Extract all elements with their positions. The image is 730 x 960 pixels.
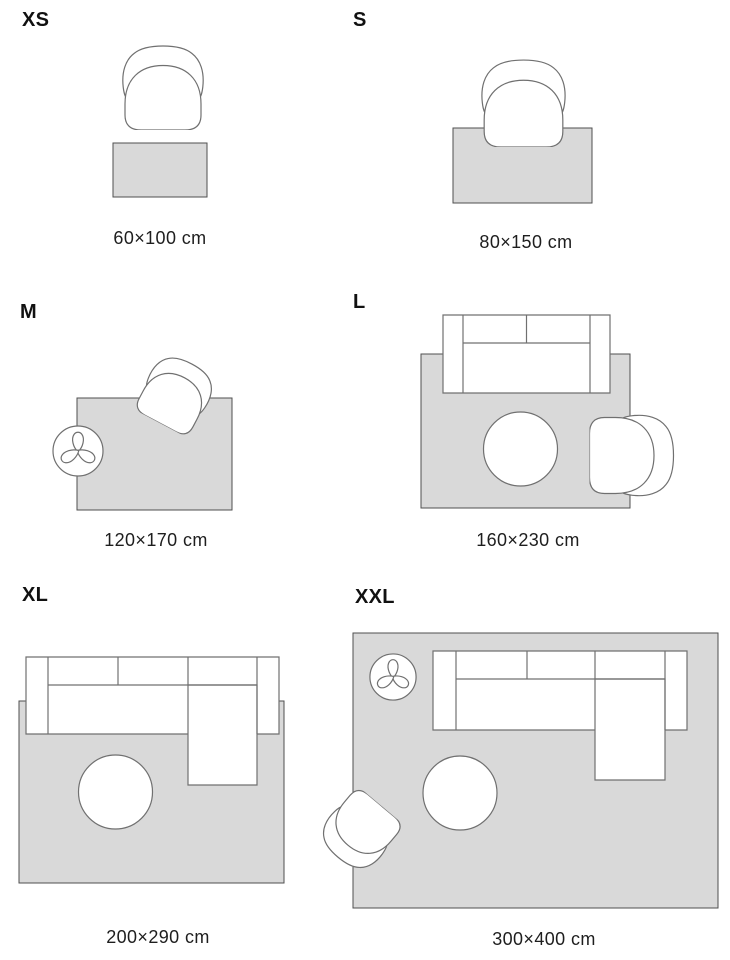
size-caption-xs: 60×100 cm [113,228,207,248]
armchair-icon [482,60,565,147]
size-label-l: L [353,291,366,313]
chaise-section [188,685,257,785]
size-label-xl: XL [22,584,49,606]
panel-m-figure [53,349,232,510]
armchair-icon [123,46,203,130]
panel-l-figure [421,315,674,508]
size-caption-l: 160×230 cm [476,530,580,550]
size-caption-xxl: 300×400 cm [492,929,596,949]
panel-xs-figure [113,46,207,197]
panel-s-figure [453,60,592,203]
plant-icon [53,426,103,476]
chaise-section [595,679,665,780]
plant-icon [370,654,416,700]
size-label-xxl: XXL [355,586,395,608]
panel-xl-figure [19,657,284,883]
rug-shape-xs [113,143,207,197]
size-label-s: S [353,9,367,31]
coffee-table-icon [79,755,153,829]
size-caption-s: 80×150 cm [479,232,573,252]
armchair-icon [590,415,674,495]
size-caption-m: 120×170 cm [104,530,208,550]
panel-xxl-figure [313,633,718,908]
coffee-table-icon [423,756,497,830]
size-label-m: M [20,301,37,323]
coffee-table-icon [484,412,558,486]
size-caption-xl: 200×290 cm [106,927,210,947]
sofa-icon [443,315,610,393]
size-label-xs: XS [22,9,50,31]
